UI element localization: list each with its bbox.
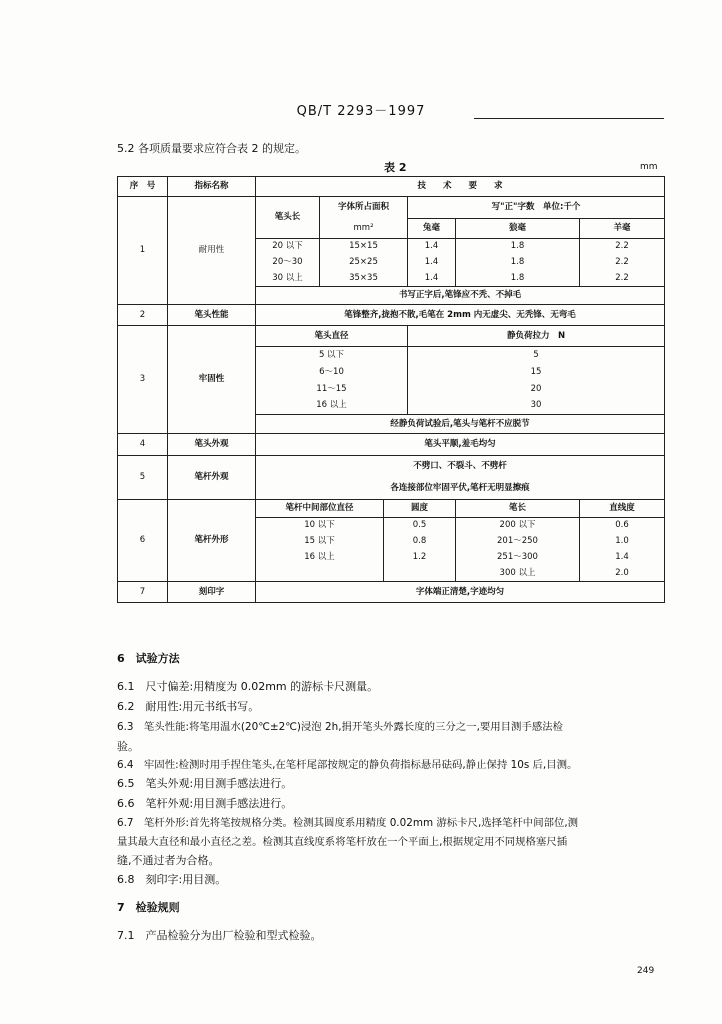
straightness-header: 直线度 xyxy=(580,500,665,518)
table-cell: 5 以下 xyxy=(256,347,408,364)
fiber-weasel: 狼毫 xyxy=(456,219,580,239)
table-cell: 1.0 xyxy=(580,534,665,550)
table-cell: 20～30 xyxy=(256,255,320,271)
table-cell: 0.5 xyxy=(384,518,456,534)
paragraph-6-8: 6.8 刻印字:用目测。 xyxy=(117,873,227,886)
quality-requirements-table xyxy=(117,176,665,603)
table-cell: 2.2 xyxy=(580,239,665,255)
table-cell: 1.8 xyxy=(456,271,580,287)
seq-cell: 3 xyxy=(118,326,168,434)
table-cell: 1.8 xyxy=(456,239,580,255)
paragraph-6-7-end: 缝,不通过者为合格。 xyxy=(117,854,220,867)
paragraph-6-7-cont: 量其最大直径和最小直径之差。检测其直线度系将笔杆放在一个平面上,根据规定用不同规格塞尺插 xyxy=(117,836,568,848)
table-cell: 1.4 xyxy=(408,255,456,271)
table-cell: 300 以上 xyxy=(456,566,580,582)
paragraph-6-7: 6.7 笔杆外形:首先将笔按规格分类。检测其圆度系用精度 0.02mm 游标卡尺,选择笔杆中间部位,测 xyxy=(117,817,579,829)
table-cell: 2.2 xyxy=(580,255,665,271)
indicator-name: 笔杆外形 xyxy=(168,500,256,582)
col-seq-header: 序 号 xyxy=(118,177,168,197)
paragraph-6-3: 6.3 笔头性能:将笔用温水(20℃±2℃)浸泡 2h,捐开笔头外露长度的三分之一,要用目测手感法检 xyxy=(117,721,564,733)
table-cell: 11～15 xyxy=(256,381,408,398)
seq-cell: 1 xyxy=(118,197,168,305)
table-cell: 2.0 xyxy=(580,566,665,582)
requirement-text: 字体端正清楚,字迹均匀 xyxy=(256,582,665,603)
table-cell xyxy=(256,566,384,582)
table-cell: 16 以上 xyxy=(256,398,408,415)
roundness-header: 圆度 xyxy=(384,500,456,518)
paragraph-7-1: 7.1 产品检验分为出厂检验和型式检验。 xyxy=(117,929,322,942)
table-cell: 2.2 xyxy=(580,271,665,287)
table-caption: 表 2 xyxy=(384,161,407,174)
area-unit: mm² xyxy=(320,219,408,239)
table-row xyxy=(118,305,665,326)
table-cell: 0.8 xyxy=(384,534,456,550)
table-row xyxy=(118,500,665,518)
table-cell: 251～300 xyxy=(456,550,580,566)
paragraph-6-5: 6.5 笔头外观:用目测手感法进行。 xyxy=(117,777,293,790)
standard-number: QB/T 2293－1997 xyxy=(296,104,426,119)
table-row xyxy=(118,582,665,603)
table-row xyxy=(118,197,665,219)
indicator-name: 笔头外观 xyxy=(168,434,256,456)
table-unit: mm xyxy=(640,162,658,172)
fiber-goat: 羊毫 xyxy=(580,219,665,239)
intro-paragraph: 5.2 各项质量要求应符合表 2 的规定。 xyxy=(117,142,306,155)
table-row xyxy=(118,434,665,456)
table-cell: 25×25 xyxy=(320,255,408,271)
seq-cell: 7 xyxy=(118,582,168,603)
table-cell: 16 以上 xyxy=(256,550,384,566)
table-cell: 5 xyxy=(408,347,665,364)
area-header: 字体所占面积 xyxy=(320,197,408,219)
section-7-heading: 7 检验规则 xyxy=(117,901,180,914)
table-cell: 20 以下 xyxy=(256,239,320,255)
static-load-header: 静负荷拉力 N xyxy=(408,326,665,347)
indicator-name: 耐用性 xyxy=(168,197,256,305)
page-number: 249 xyxy=(637,966,655,976)
requirement-text: 笔头平顺,羞毛均匀 xyxy=(256,434,665,456)
durability-note: 书写正字后,笔锋应不秃、不掉毛 xyxy=(256,287,665,305)
table-cell: 1.2 xyxy=(384,550,456,566)
char-count-header: 写"正"字数 单位:千个 xyxy=(408,197,665,219)
table-cell: 20 xyxy=(408,381,665,398)
table-cell: 15×15 xyxy=(320,239,408,255)
fiber-rabbit: 兔毫 xyxy=(408,219,456,239)
shaft-diameter-header: 笔杆中间部位直径 xyxy=(256,500,384,518)
indicator-name: 牢固性 xyxy=(168,326,256,434)
paragraph-6-2: 6.2 耐用性:用元书纸书写。 xyxy=(117,700,260,713)
table-cell: 15 xyxy=(408,364,665,381)
col-name-header: 指标名称 xyxy=(168,177,256,197)
header-rule xyxy=(474,118,664,119)
paragraph-6-6: 6.6 笔杆外观:用目测手感法进行。 xyxy=(117,797,293,810)
table-cell xyxy=(384,566,456,582)
requirement-text: 不劈口、不裂斗、不劈杆 xyxy=(256,456,665,478)
table-cell: 15 以下 xyxy=(256,534,384,550)
table-cell: 30 xyxy=(408,398,665,415)
table-cell: 10 以下 xyxy=(256,518,384,534)
table-cell: 35×35 xyxy=(320,271,408,287)
table-cell: 6～10 xyxy=(256,364,408,381)
table-row xyxy=(118,456,665,478)
paragraph-6-4: 6.4 牢固性:检测时用手捏住笔头,在笔杆尾部按规定的静负荷指标悬吊砝码,静止保持 10s 后,目测。 xyxy=(117,759,578,771)
paragraph-6-3-cont: 验。 xyxy=(117,740,139,753)
seq-cell: 2 xyxy=(118,305,168,326)
requirement-text: 笔锋整齐,拢抱不散,毛笔在 2mm 内无虚尖、无秃锋、无弯毛 xyxy=(256,305,665,326)
table-cell: 200 以下 xyxy=(456,518,580,534)
table-cell: 1.4 xyxy=(408,271,456,287)
seq-cell: 4 xyxy=(118,434,168,456)
table-cell: 1.4 xyxy=(408,239,456,255)
col-req-header: 技 术 要 求 xyxy=(256,177,665,197)
table-cell: 0.6 xyxy=(580,518,665,534)
table-cell: 30 以上 xyxy=(256,271,320,287)
paragraph-6-1: 6.1 尺寸偏差:用精度为 0.02mm 的游标卡尺测量。 xyxy=(117,680,379,693)
pen-length-header: 笔长 xyxy=(456,500,580,518)
table-cell: 1.8 xyxy=(456,255,580,271)
pen-head-length-header: 笔头长 xyxy=(256,197,320,239)
table-cell: 201～250 xyxy=(456,534,580,550)
requirement-text: 各连接部位牢固平伏,笔杆无明显擦痕 xyxy=(256,478,665,500)
table-header-row xyxy=(118,177,665,197)
indicator-name: 刻印字 xyxy=(168,582,256,603)
indicator-name: 笔杆外观 xyxy=(168,456,256,500)
table-cell: 1.4 xyxy=(580,550,665,566)
table-row xyxy=(118,326,665,347)
seq-cell: 5 xyxy=(118,456,168,500)
firmness-note: 经静负荷试验后,笔头与笔杆不应脱节 xyxy=(256,415,665,434)
seq-cell: 6 xyxy=(118,500,168,582)
section-6-heading: 6 试验方法 xyxy=(117,652,180,665)
pen-head-diameter-header: 笔头直径 xyxy=(256,326,408,347)
indicator-name: 笔头性能 xyxy=(168,305,256,326)
